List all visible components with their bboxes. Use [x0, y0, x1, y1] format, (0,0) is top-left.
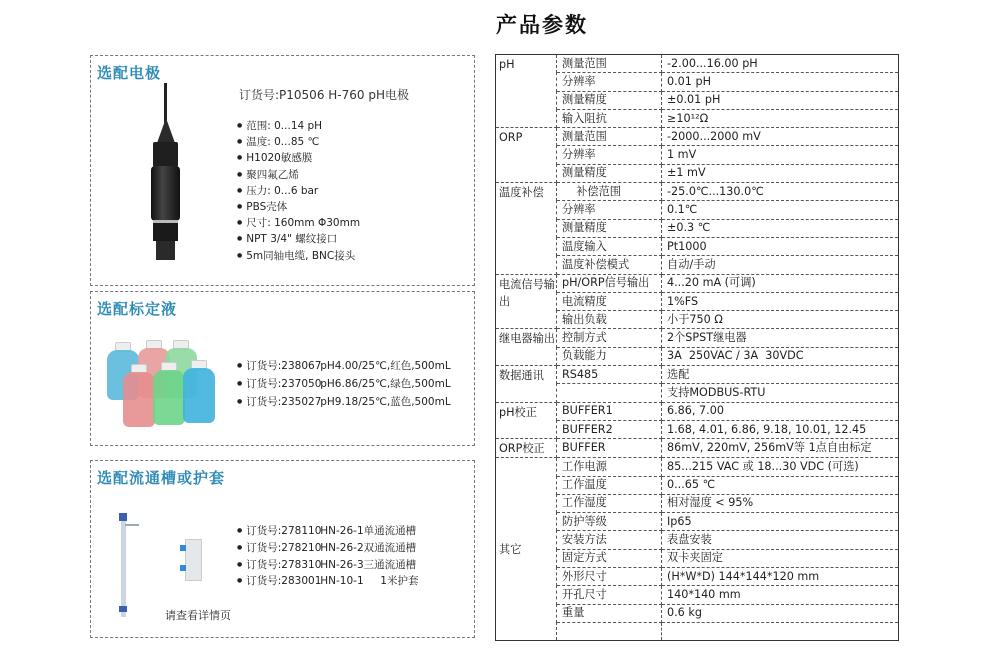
feature-item: ● 范围: 0...14 pH	[237, 118, 360, 134]
buffer-item	[237, 375, 451, 393]
spec-parameter: 防护等级	[557, 513, 662, 531]
spec-row	[496, 311, 899, 329]
buffer-item	[237, 357, 451, 375]
section-heading: 选配电极	[97, 64, 162, 82]
spec-row	[496, 568, 899, 586]
spec-row	[496, 164, 899, 182]
spec-value: 85...215 VAC 或 18...30 VDC (可选)	[662, 458, 899, 476]
spec-row	[496, 256, 899, 274]
spec-parameter	[557, 622, 662, 640]
buffer-desc: pH6.86/25℃,绿色,500mL	[320, 378, 451, 390]
spec-row	[496, 274, 899, 292]
spec-value: 2个SPST继电器	[662, 329, 899, 347]
flowcell-desc: HN-10-1 1米护套	[320, 575, 419, 588]
spec-row	[496, 402, 899, 420]
order-number: 订货号:283001	[246, 575, 322, 588]
spec-parameter: 分辨率	[557, 201, 662, 219]
spec-value: 3A 250VAC / 3A 30VDC	[662, 347, 899, 365]
spec-value: 0.1℃	[662, 201, 899, 219]
flowcell-item	[237, 573, 419, 590]
spec-parameter: 输入阻抗	[557, 109, 662, 127]
electrode-section	[90, 55, 475, 286]
feature-item: ● 聚四氟乙烯	[237, 167, 360, 183]
section-heading: 选配流通槽或护套	[97, 469, 226, 487]
spec-parameter: 温度补偿模式	[557, 256, 662, 274]
flowcell-section	[90, 460, 475, 638]
spec-value: ≥10¹²Ω	[662, 109, 899, 127]
spec-parameter: 测量范围	[557, 128, 662, 146]
spec-row	[496, 347, 899, 365]
flowcell-item	[237, 557, 419, 574]
spec-row	[496, 329, 899, 347]
spec-value: 1 mV	[662, 146, 899, 164]
spec-group: 其它	[496, 458, 557, 641]
spec-value: 双卡夹固定	[662, 549, 899, 567]
spec-parameter: 重量	[557, 604, 662, 622]
flowcell-list	[237, 523, 419, 590]
order-number: 订货号:238067	[246, 360, 322, 372]
spec-parameter: 输出负载	[557, 311, 662, 329]
spec-value: ±1 mV	[662, 164, 899, 182]
spec-row	[496, 292, 899, 310]
spec-row	[496, 237, 899, 255]
spec-value: Pt1000	[662, 237, 899, 255]
spec-row	[496, 384, 899, 402]
spec-parameter: 分辨率	[557, 73, 662, 91]
page-title: 产品参数	[496, 13, 588, 37]
spec-value: 1.68, 4.01, 6.86, 9.18, 10.01, 12.45	[662, 420, 899, 438]
spec-group: 继电器输出	[496, 329, 557, 366]
buffer-list	[237, 357, 451, 411]
buffer-section	[90, 291, 475, 446]
spec-value: (H*W*D) 144*144*120 mm	[662, 568, 899, 586]
see-details-note: 请查看详情页	[165, 609, 231, 622]
feature-item: ● 温度: 0...85 ℃	[237, 134, 360, 150]
spec-row	[496, 55, 899, 73]
spec-row	[496, 201, 899, 219]
spec-row	[496, 494, 899, 512]
spec-parameter: 温度输入	[557, 237, 662, 255]
electrode-order: 订货号:P10506 H-760 pH电极	[239, 88, 409, 102]
feature-item: ● 5m同轴电缆, BNC接头	[237, 248, 360, 264]
spec-parameter: RS485	[557, 366, 662, 384]
spec-parameter: 分辨率	[557, 146, 662, 164]
spec-row	[496, 109, 899, 127]
spec-group: 温度补偿	[496, 183, 557, 274]
spec-parameter: 控制方式	[557, 329, 662, 347]
spec-row	[496, 420, 899, 438]
flowcell-desc: HN-26-1单通流通槽	[320, 525, 417, 537]
flowcell-desc: HN-26-2双通流通槽	[320, 541, 417, 554]
spec-group: 数据通讯	[496, 366, 557, 403]
spec-value: -25.0℃...130.0℃	[662, 183, 899, 201]
spec-row	[496, 513, 899, 531]
spec-value: 140*140 mm	[662, 586, 899, 604]
order-number: 订货号:278110	[246, 525, 322, 537]
spec-parameter: 外形尺寸	[557, 568, 662, 586]
spec-parameter: BUFFER2	[557, 420, 662, 438]
spec-parameter: 工作温度	[557, 476, 662, 494]
section-heading: 选配标定液	[97, 300, 178, 318]
spec-row	[496, 476, 899, 494]
spec-value: 0.01 pH	[662, 73, 899, 91]
spec-value: 小于750 Ω	[662, 311, 899, 329]
spec-value: 表盘安装	[662, 531, 899, 549]
spec-parameter: 测量范围	[557, 55, 662, 73]
spec-row	[496, 549, 899, 567]
buffer-item	[237, 393, 451, 411]
spec-group: ORP校正	[496, 439, 557, 458]
spec-value: 支持MODBUS-RTU	[662, 384, 899, 402]
flowcell-item	[237, 540, 419, 557]
spec-row	[496, 366, 899, 384]
spec-value: 选配	[662, 366, 899, 384]
spec-parameter: 测量精度	[557, 219, 662, 237]
spec-row	[496, 604, 899, 622]
spec-value: 0...65 ℃	[662, 476, 899, 494]
spec-value: 0.6 kg	[662, 604, 899, 622]
order-number: 订货号:278310	[246, 558, 322, 571]
spec-value: 86mV, 220mV, 256mV等 1点自由标定	[662, 439, 899, 458]
buffer-desc: pH9.18/25℃,蓝色,500mL	[320, 396, 451, 408]
spec-value: 4...20 mA (可调)	[662, 274, 899, 292]
order-number: 订货号:237050	[246, 378, 322, 390]
spec-parameter	[557, 384, 662, 402]
order-number: 订货号:278210	[246, 541, 322, 554]
spec-parameter: 工作电源	[557, 458, 662, 476]
spec-group: pH校正	[496, 402, 557, 439]
feature-item: ● NPT 3/4" 螺纹接口	[237, 231, 360, 247]
spec-value: 相对湿度 < 95%	[662, 494, 899, 512]
spec-parameter: 开孔尺寸	[557, 586, 662, 604]
feature-item: ● H1020敏感膜	[237, 150, 360, 166]
spec-row	[496, 458, 899, 476]
spec-row	[496, 146, 899, 164]
spec-parameter: 安装方法	[557, 531, 662, 549]
spec-group: ORP	[496, 128, 557, 183]
spec-value: ±0.3 ℃	[662, 219, 899, 237]
feature-item: ● 压力: 0...6 bar	[237, 183, 360, 199]
spec-value: Ip65	[662, 513, 899, 531]
spec-value: -2.00...16.00 pH	[662, 55, 899, 73]
spec-row	[496, 73, 899, 91]
feature-item: ● PBS壳体	[237, 199, 360, 215]
spec-value: 6.86, 7.00	[662, 402, 899, 420]
spec-parameter: 测量精度	[557, 164, 662, 182]
spec-row	[496, 183, 899, 201]
flowcell-desc: HN-26-3三通流通槽	[320, 558, 417, 571]
spec-group: pH	[496, 55, 557, 128]
spec-value: 1%FS	[662, 292, 899, 310]
spec-value: 自动/手动	[662, 256, 899, 274]
spec-parameter: 工作湿度	[557, 494, 662, 512]
spec-parameter: 负载能力	[557, 347, 662, 365]
spec-parameter: 固定方式	[557, 549, 662, 567]
spec-value	[662, 622, 899, 640]
spec-row	[496, 128, 899, 146]
spec-parameter: 补偿范围	[557, 183, 662, 201]
spec-row	[496, 531, 899, 549]
spec-value: ±0.01 pH	[662, 91, 899, 109]
feature-item: ● 尺寸: 160mm Φ30mm	[237, 215, 360, 231]
buffer-desc: pH4.00/25℃,红色,500mL	[320, 360, 451, 372]
spec-row	[496, 622, 899, 640]
spec-parameter: 测量精度	[557, 91, 662, 109]
spec-group: 电流信号输出	[496, 274, 557, 329]
spec-row	[496, 91, 899, 109]
spec-parameter: BUFFER1	[557, 402, 662, 420]
spec-table	[495, 54, 899, 641]
spec-parameter: pH/ORP信号输出	[557, 274, 662, 292]
spec-parameter: BUFFER	[557, 439, 662, 458]
spec-row	[496, 586, 899, 604]
order-number: 订货号:235027	[246, 396, 322, 408]
spec-row	[496, 439, 899, 458]
spec-parameter: 电流精度	[557, 292, 662, 310]
spec-value: -2000...2000 mV	[662, 128, 899, 146]
flowcell-item	[237, 523, 419, 540]
feature-list	[237, 118, 360, 264]
spec-row	[496, 219, 899, 237]
